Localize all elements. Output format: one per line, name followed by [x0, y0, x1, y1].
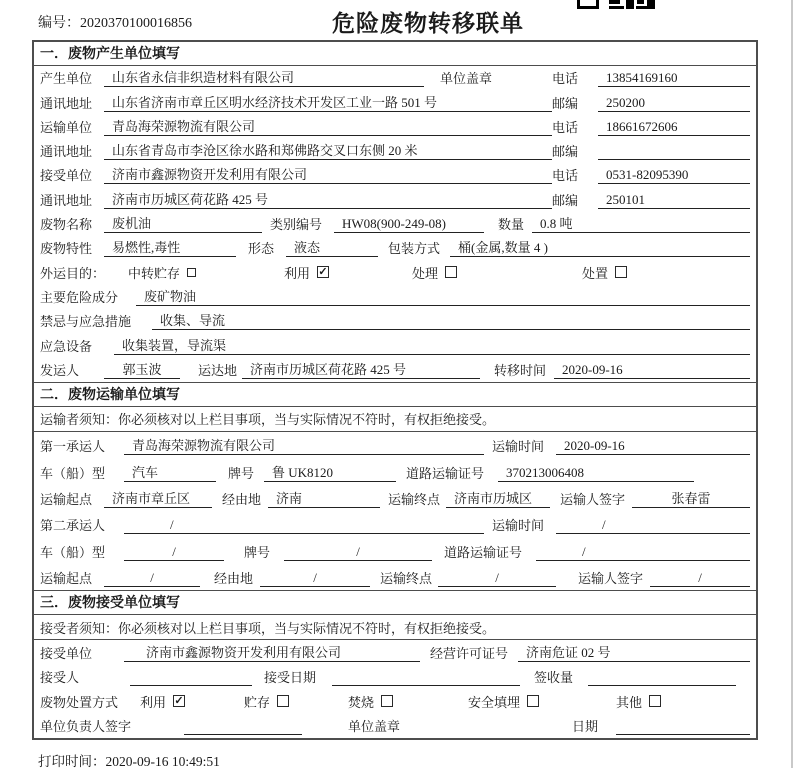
waste-name-value: 废机油 — [104, 213, 262, 233]
permit-value: 济南危证 02 号 — [518, 642, 750, 662]
section-transport — [34, 382, 756, 590]
responsible-sign-label: 单位负责人签字 — [40, 719, 132, 735]
first-carrier-label: 第一承运人 — [40, 439, 106, 455]
option-label: 焚烧 — [348, 694, 375, 710]
row-hazard-components — [34, 285, 756, 309]
checkbox-landfill — [527, 695, 539, 707]
date-value — [616, 734, 750, 735]
purpose-label: 外运目的： — [40, 265, 106, 281]
doc-number-value: 2020370100016856 — [80, 16, 192, 31]
receiver-address-value: 济南市历城区荷花路 425 号 — [104, 189, 552, 209]
option-other — [616, 692, 750, 711]
transporter-zip-value — [598, 159, 750, 160]
producer-address-value: 山东省济南市章丘区明水经济技术开发区工业一路 501 号 — [104, 92, 552, 112]
row-taboo-measures — [34, 309, 756, 333]
equipment-value: 收集装置，导流渠 — [114, 335, 750, 355]
checkbox-recycle: ✓ — [174, 695, 184, 708]
row-first-route — [34, 485, 756, 511]
row-responsible-sign — [34, 714, 756, 739]
carrier-sign-value: 张春雷 — [632, 488, 750, 508]
phone-label: 电话 — [552, 119, 579, 135]
waste-props-value: 易燃性,毒性 — [104, 237, 236, 257]
row-producer-address — [34, 90, 756, 114]
row-transporter-address — [34, 139, 756, 163]
checkbox-transfer-storage — [187, 268, 196, 277]
row-transporter-notice — [34, 407, 756, 432]
print-time-label: 打印时间： — [38, 754, 106, 768]
stamp-note: 单位盖章 — [440, 71, 493, 87]
option-label: 处置 — [582, 265, 609, 281]
permit-label: 经营许可证号 — [430, 645, 509, 661]
carrier-sign-value: / — [650, 570, 750, 587]
option-label: 利用 — [284, 265, 311, 281]
checkbox-treat — [445, 266, 457, 278]
route-start-label: 运输起点 — [40, 571, 93, 587]
receipt-qty-value — [588, 685, 736, 686]
hazard-value: 废矿物油 — [136, 286, 750, 306]
receiver-zip-value: 250101 — [598, 192, 750, 209]
transport-time-label: 运输时间 — [492, 439, 545, 455]
receiver-label: 接受单位 — [40, 168, 93, 184]
checkbox-storage — [277, 695, 289, 707]
route-end-label: 运输终点 — [388, 492, 441, 508]
page-title: 危险废物转移联单 — [332, 11, 524, 36]
accept-date-value — [332, 685, 520, 686]
option-landfill — [468, 692, 616, 711]
waste-qty-value: 0.8 吨 — [532, 213, 750, 233]
section2-header: 二．废物运输单位填写 — [34, 383, 756, 407]
waste-form-label: 形态 — [248, 241, 275, 257]
row-second-vehicle — [34, 537, 756, 563]
qr-finder-fragment — [577, 0, 599, 9]
transport-time-value: 2020-09-16 — [556, 438, 750, 455]
route-start-label: 运输起点 — [40, 492, 93, 508]
option-label: 处理 — [412, 265, 439, 281]
page-right-edge — [791, 0, 793, 768]
accept-unit-label: 接受单位 — [40, 645, 93, 661]
row-second-carrier — [34, 511, 756, 537]
waste-name-label: 废物名称 — [40, 217, 93, 233]
section1-header: 一．废物产生单位填写 — [34, 42, 756, 66]
row-transfer-purpose — [34, 260, 756, 284]
carrier-sign-label: 运输人签字 — [560, 492, 626, 508]
section3-header: 三．废物接受单位填写 — [34, 591, 756, 615]
route-end-value: / — [438, 570, 556, 587]
second-carrier-label: 第二承运人 — [40, 518, 106, 534]
section-producer — [34, 42, 756, 382]
checkbox-other — [649, 695, 661, 707]
checkbox-incinerate — [381, 695, 393, 707]
vehicle-type-value: / — [124, 544, 224, 561]
row-transporter — [34, 115, 756, 139]
zip-label: 邮编 — [552, 144, 579, 160]
option-label: 贮存 — [244, 694, 271, 710]
route-via-label: 经由地 — [214, 571, 254, 587]
route-start-value: 济南市章丘区 — [104, 488, 212, 508]
responsible-sign-value — [184, 734, 302, 735]
destination-value: 济南市历城区荷花路 425 号 — [242, 359, 480, 379]
accept-person-label: 接受人 — [40, 670, 80, 686]
option-dispose — [582, 263, 750, 282]
option-label: 中转贮存 — [128, 265, 181, 281]
option-treat — [412, 263, 582, 282]
transport-time-value: / — [556, 517, 750, 534]
equipment-label: 应急设备 — [40, 338, 93, 354]
road-license-label: 道路运输证号 — [444, 544, 523, 560]
road-license-value: / — [536, 544, 750, 561]
plate-label: 牌号 — [228, 465, 255, 481]
checkbox-recycle: ✓ — [318, 266, 328, 279]
row-receiver-address — [34, 187, 756, 211]
plate-value: / — [284, 544, 432, 561]
option-incinerate — [348, 692, 468, 711]
transfer-form-table — [32, 40, 758, 740]
waste-pack-value: 桶(金属,数量 4 ) — [450, 237, 750, 257]
transporter-notice-text: 运输者须知：你必须核对以上栏目事项，当与实际情况不符时，有权拒绝接受。 — [40, 412, 496, 428]
zip-label: 邮编 — [552, 95, 579, 111]
receiver-value: 济南市鑫源物资开发利用有限公司 — [104, 164, 552, 184]
dispatcher-value: 郭玉波 — [104, 359, 180, 379]
row-accept-person — [34, 665, 756, 690]
row-waste-name — [34, 212, 756, 236]
row-waste-properties — [34, 236, 756, 260]
waste-form-value: 液态 — [286, 237, 378, 257]
transfer-time-label: 转移时间 — [494, 362, 547, 378]
row-second-route — [34, 564, 756, 590]
option-recycle — [284, 263, 412, 282]
address-label: 通讯地址 — [40, 95, 93, 111]
row-receiver-notice — [34, 615, 756, 640]
transporter-phone-value: 18661672606 — [598, 119, 750, 136]
option-recycle — [140, 692, 244, 711]
qr-code-fragment-icon — [577, 0, 655, 10]
waste-qty-label: 数量 — [498, 217, 525, 233]
option-label: 安全填埋 — [468, 694, 521, 710]
route-end-value: 济南市历城区 — [446, 488, 550, 508]
transfer-time-value: 2020-09-16 — [554, 362, 750, 379]
producer-phone-value: 13854169160 — [598, 70, 750, 87]
accept-date-label: 接受日期 — [264, 670, 317, 686]
option-transfer-storage — [128, 263, 284, 282]
receipt-qty-label: 签收量 — [534, 670, 574, 686]
transporter-value: 青岛海荣源物流有限公司 — [104, 116, 552, 136]
address-label: 通讯地址 — [40, 192, 93, 208]
doc-number — [38, 12, 192, 32]
option-storage — [244, 692, 348, 711]
waste-code-label: 类别编号 — [270, 217, 323, 233]
plate-value: 鲁 UK8120 — [264, 462, 396, 482]
accept-person-value — [130, 685, 252, 686]
row-producer — [34, 66, 756, 90]
row-receiver — [34, 163, 756, 187]
road-license-label: 道路运输证号 — [406, 465, 485, 481]
receiver-notice-text: 接受者须知：你必须核对以上栏目事项，当与实际情况不符时，有权拒绝接受。 — [40, 620, 496, 636]
phone-label: 电话 — [552, 71, 579, 87]
road-license-value: 370213006408 — [498, 465, 694, 482]
producer-label: 产生单位 — [40, 71, 93, 87]
date-label: 日期 — [572, 719, 599, 735]
waste-code-value: HW08(900-249-08) — [334, 216, 484, 233]
vehicle-type-value: 汽车 — [124, 462, 216, 482]
print-time-value: 2020-09-16 10:49:51 — [105, 754, 220, 768]
route-via-value: 济南 — [268, 488, 380, 508]
disposal-label: 废物处置方式 — [40, 694, 119, 710]
row-emergency-equipment — [34, 333, 756, 357]
zip-label: 邮编 — [552, 192, 579, 208]
row-first-carrier — [34, 432, 756, 458]
phone-label: 电话 — [552, 168, 579, 184]
unit-stamp-label: 单位盖章 — [348, 719, 401, 735]
vehicle-type-label: 车（船）型 — [40, 465, 106, 481]
address-label: 通讯地址 — [40, 144, 93, 160]
dispatcher-label: 发运人 — [40, 362, 80, 378]
taboo-label: 禁忌与应急措施 — [40, 314, 132, 330]
checkbox-dispose — [615, 266, 627, 278]
row-disposal-method — [34, 689, 756, 714]
route-end-label: 运输终点 — [380, 571, 433, 587]
option-label: 利用 — [140, 694, 167, 710]
route-via-value: / — [260, 570, 370, 587]
row-accept-unit — [34, 640, 756, 665]
destination-label: 运达地 — [198, 362, 238, 378]
transporter-address-value: 山东省青岛市李沧区徐水路和郑佛路交叉口东侧 20 米 — [104, 140, 552, 160]
carrier-sign-label: 运输人签字 — [578, 571, 644, 587]
vehicle-type-label: 车（船）型 — [40, 544, 106, 560]
transporter-label: 运输单位 — [40, 119, 93, 135]
transport-time-label: 运输时间 — [492, 518, 545, 534]
waste-props-label: 废物特性 — [40, 241, 93, 257]
producer-zip-value: 250200 — [598, 95, 750, 112]
waste-pack-label: 包装方式 — [388, 241, 441, 257]
plate-label: 牌号 — [244, 544, 271, 560]
section-receiver — [34, 590, 756, 738]
first-carrier-value: 青岛海荣源物流有限公司 — [124, 435, 484, 455]
row-dispatch — [34, 358, 756, 382]
hazard-label: 主要危险成分 — [40, 289, 119, 305]
doc-number-label: 编号： — [38, 16, 80, 31]
second-carrier-value: / — [124, 517, 484, 534]
producer-value: 山东省永信非织造材料有限公司 — [104, 67, 424, 87]
option-label: 其他 — [616, 694, 643, 710]
print-time — [38, 750, 220, 768]
route-via-label: 经由地 — [222, 492, 262, 508]
row-first-vehicle — [34, 458, 756, 484]
receiver-phone-value: 0531-82095390 — [598, 167, 750, 184]
route-start-value: / — [104, 570, 200, 587]
taboo-value: 收集、导流 — [152, 310, 750, 330]
accept-unit-value: 济南市鑫源物资开发利用有限公司 — [124, 642, 420, 662]
